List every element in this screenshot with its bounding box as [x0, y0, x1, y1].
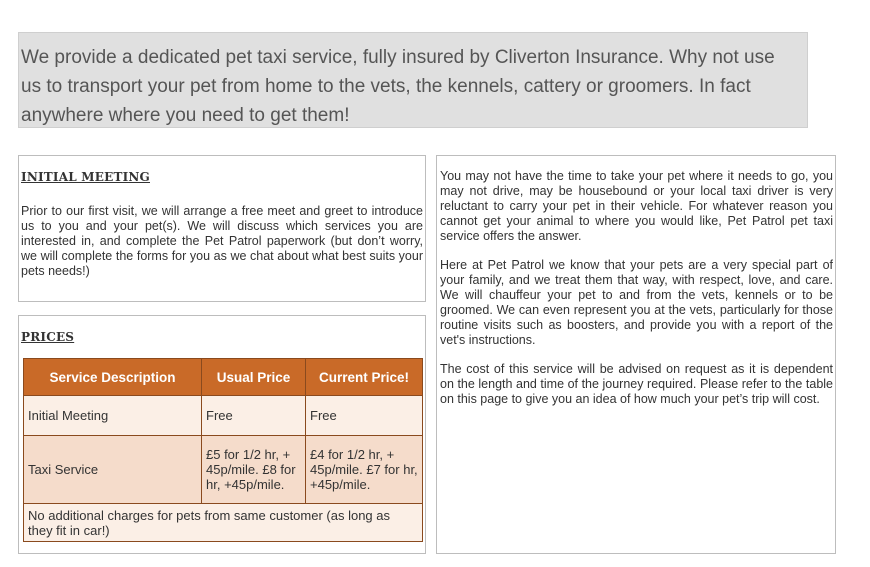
intro-banner	[18, 32, 808, 128]
initial-meeting-heading: INITIAL MEETING	[21, 170, 150, 184]
table-row	[24, 436, 423, 504]
taxi-info-panel	[436, 155, 836, 554]
cell-service: Taxi Service	[24, 436, 202, 504]
column-header-current-price: Current Price!	[306, 359, 423, 396]
info-paragraph-3: The cost of this service will be advised on request as it is dependent on the length and time of the journey required. Please refer to the table on this page to give you an idea of how much your pet’s trip will cost.	[440, 362, 833, 406]
info-paragraph-1: You may not have the time to take your pet where it needs to go, you may not drive, may be housebound or your local taxi driver is very reluctant to carry your pet in their vehicle. For whatever reason you cannot get your animal to where you would like, Pet Patrol pet taxi service offers the answer.	[440, 169, 833, 243]
prices-panel	[18, 315, 426, 554]
cell-usual-price: £5 for 1/2 hr, + 45p/mile. £8 for hr, +45p/mile.	[202, 436, 306, 504]
table-row	[24, 396, 423, 436]
cell-note: No additional charges for pets from same customer (as long as they fit in car!)	[24, 504, 423, 542]
table-row-note	[24, 504, 423, 542]
prices-table-header	[24, 359, 423, 396]
column-header-service: Service Description	[24, 359, 202, 396]
initial-meeting-panel	[18, 155, 426, 302]
cell-service: Initial Meeting	[24, 396, 202, 436]
initial-meeting-text: Prior to our first visit, we will arrange a free meet and greet to introduce us to you and your pet(s). We will discuss which services you are interested in, and complete the Pet Patrol paperwork (but don’t worry, we will complete the forms for you as we chat about what best suits your pets needs!)	[21, 204, 423, 278]
info-paragraph-2: Here at Pet Patrol we know that your pets are a very special part of your family, and we treat them that way, with respect, love, and care. We will chauffeur your pet to and from the vets, kennels or to be groomed. We can even represent you at the vets, particularly for those routine visits such as boosters, and provide you with a report of the vet's instructions.	[440, 258, 833, 347]
column-header-usual-price: Usual Price	[202, 359, 306, 396]
prices-heading: PRICES	[21, 330, 75, 344]
intro-banner-text: We provide a dedicated pet taxi service, fully insured by Cliverton Insurance. Why not use us to transport your pet from home to the vets, the kennels, cattery or groomers. In fact anywhere where you need to get them!	[21, 47, 775, 126]
prices-table	[23, 358, 423, 542]
cell-current-price: Free	[306, 396, 423, 436]
cell-current-price: £4 for 1/2 hr, + 45p/mile. £7 for hr, +45p/mile.	[306, 436, 423, 504]
cell-usual-price: Free	[202, 396, 306, 436]
